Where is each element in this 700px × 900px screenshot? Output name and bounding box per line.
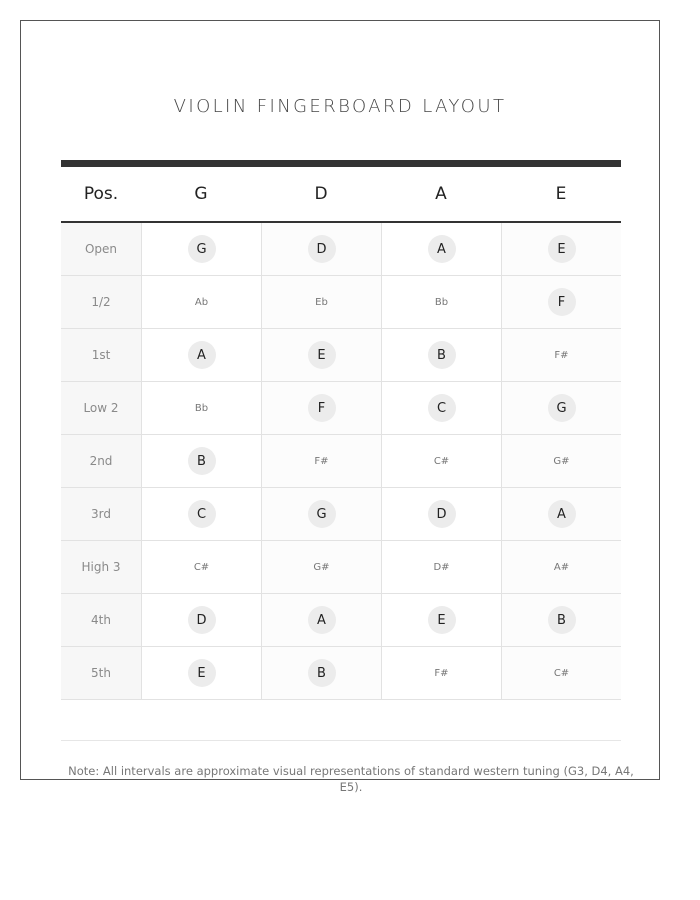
table-row <box>61 594 621 647</box>
note-cell-d <box>261 382 381 434</box>
header-string-a: A <box>435 184 447 204</box>
natural-note-marker: D <box>308 235 336 263</box>
table-row <box>61 488 621 541</box>
note-cell-g <box>141 435 261 487</box>
accidental-note: Eb <box>315 296 328 308</box>
natural-note-marker: A <box>308 606 336 634</box>
note-cell-a <box>381 329 501 381</box>
natural-note-marker: A <box>188 341 216 369</box>
accidental-note: G# <box>553 455 570 467</box>
note-cell-a <box>381 223 501 275</box>
position-label: 4th <box>61 594 141 646</box>
page-title: VIOLIN FINGERBOARD LAYOUT <box>173 96 507 117</box>
note-cell-g <box>141 647 261 699</box>
note-cell-d <box>261 594 381 646</box>
accidental-note: Bb <box>194 402 209 414</box>
footer-divider <box>61 740 621 741</box>
note-cell-d <box>261 223 381 275</box>
accidental-note: C# <box>553 667 570 679</box>
table-body <box>61 223 621 700</box>
note-cell-g <box>141 276 261 328</box>
natural-note-marker: E <box>548 235 576 263</box>
note-cell-g <box>141 594 261 646</box>
table-row <box>61 276 621 329</box>
note-cell-g <box>141 541 261 593</box>
position-label: 1/2 <box>61 276 141 328</box>
note-cell-a <box>381 541 501 593</box>
header-string-g: G <box>194 184 208 204</box>
note-cell-d <box>261 647 381 699</box>
table-header <box>61 167 621 223</box>
accidental-note: Bb <box>434 296 449 308</box>
natural-note-marker: A <box>428 235 456 263</box>
note-cell-d <box>261 276 381 328</box>
table-row <box>61 382 621 435</box>
natural-note-marker: B <box>308 659 336 687</box>
fingerboard-table <box>61 160 621 700</box>
table-row <box>61 329 621 382</box>
note-cell-e <box>501 594 621 646</box>
table-row <box>61 647 621 700</box>
note-cell-a <box>381 488 501 540</box>
note-cell-a <box>381 435 501 487</box>
accidental-note: D# <box>433 561 450 573</box>
note-cell-e <box>501 223 621 275</box>
note-cell-a <box>381 276 501 328</box>
natural-note-marker: F <box>548 288 576 316</box>
note-cell-d <box>261 541 381 593</box>
table-row <box>61 435 621 488</box>
note-cell-a <box>381 594 501 646</box>
natural-note-marker: A <box>548 500 576 528</box>
table-row <box>61 223 621 276</box>
natural-note-marker: F <box>308 394 336 422</box>
accidental-note: F# <box>554 349 569 361</box>
note-cell-d <box>261 329 381 381</box>
table-row <box>61 541 621 594</box>
natural-note-marker: G <box>308 500 336 528</box>
note-cell-e <box>501 647 621 699</box>
position-label: Low 2 <box>61 382 141 434</box>
natural-note-marker: D <box>188 606 216 634</box>
accidental-note: C# <box>433 455 450 467</box>
header-string-e: E <box>555 184 567 204</box>
footnote: Note: All intervals are approximate visual representations of standard western tuning (G3, D4, A4, E5). <box>68 764 634 794</box>
note-cell-e <box>501 382 621 434</box>
header-string-d: D <box>314 184 328 204</box>
note-cell-e <box>501 276 621 328</box>
accidental-note: F# <box>434 667 449 679</box>
note-cell-e <box>501 541 621 593</box>
note-cell-e <box>501 435 621 487</box>
note-cell-d <box>261 435 381 487</box>
natural-note-marker: E <box>428 606 456 634</box>
accidental-note: G# <box>313 561 330 573</box>
note-cell-a <box>381 647 501 699</box>
natural-note-marker: E <box>188 659 216 687</box>
note-cell-e <box>501 488 621 540</box>
accidental-note: A# <box>553 561 570 573</box>
note-cell-e <box>501 329 621 381</box>
natural-note-marker: B <box>428 341 456 369</box>
note-cell-a <box>381 382 501 434</box>
note-cell-d <box>261 488 381 540</box>
position-label: Open <box>61 223 141 275</box>
header-position: Pos. <box>83 184 119 204</box>
note-cell-g <box>141 223 261 275</box>
position-label: 3rd <box>61 488 141 540</box>
position-label: High 3 <box>61 541 141 593</box>
accidental-note: Ab <box>194 296 209 308</box>
position-label: 1st <box>61 329 141 381</box>
position-label: 5th <box>61 647 141 699</box>
note-cell-g <box>141 488 261 540</box>
natural-note-marker: G <box>548 394 576 422</box>
accidental-note: F# <box>314 455 329 467</box>
natural-note-marker: C <box>188 500 216 528</box>
natural-note-marker: G <box>188 235 216 263</box>
note-cell-g <box>141 382 261 434</box>
natural-note-marker: B <box>188 447 216 475</box>
natural-note-marker: C <box>428 394 456 422</box>
natural-note-marker: B <box>548 606 576 634</box>
note-cell-g <box>141 329 261 381</box>
natural-note-marker: D <box>428 500 456 528</box>
natural-note-marker: E <box>308 341 336 369</box>
accidental-note: C# <box>193 561 210 573</box>
position-label: 2nd <box>61 435 141 487</box>
